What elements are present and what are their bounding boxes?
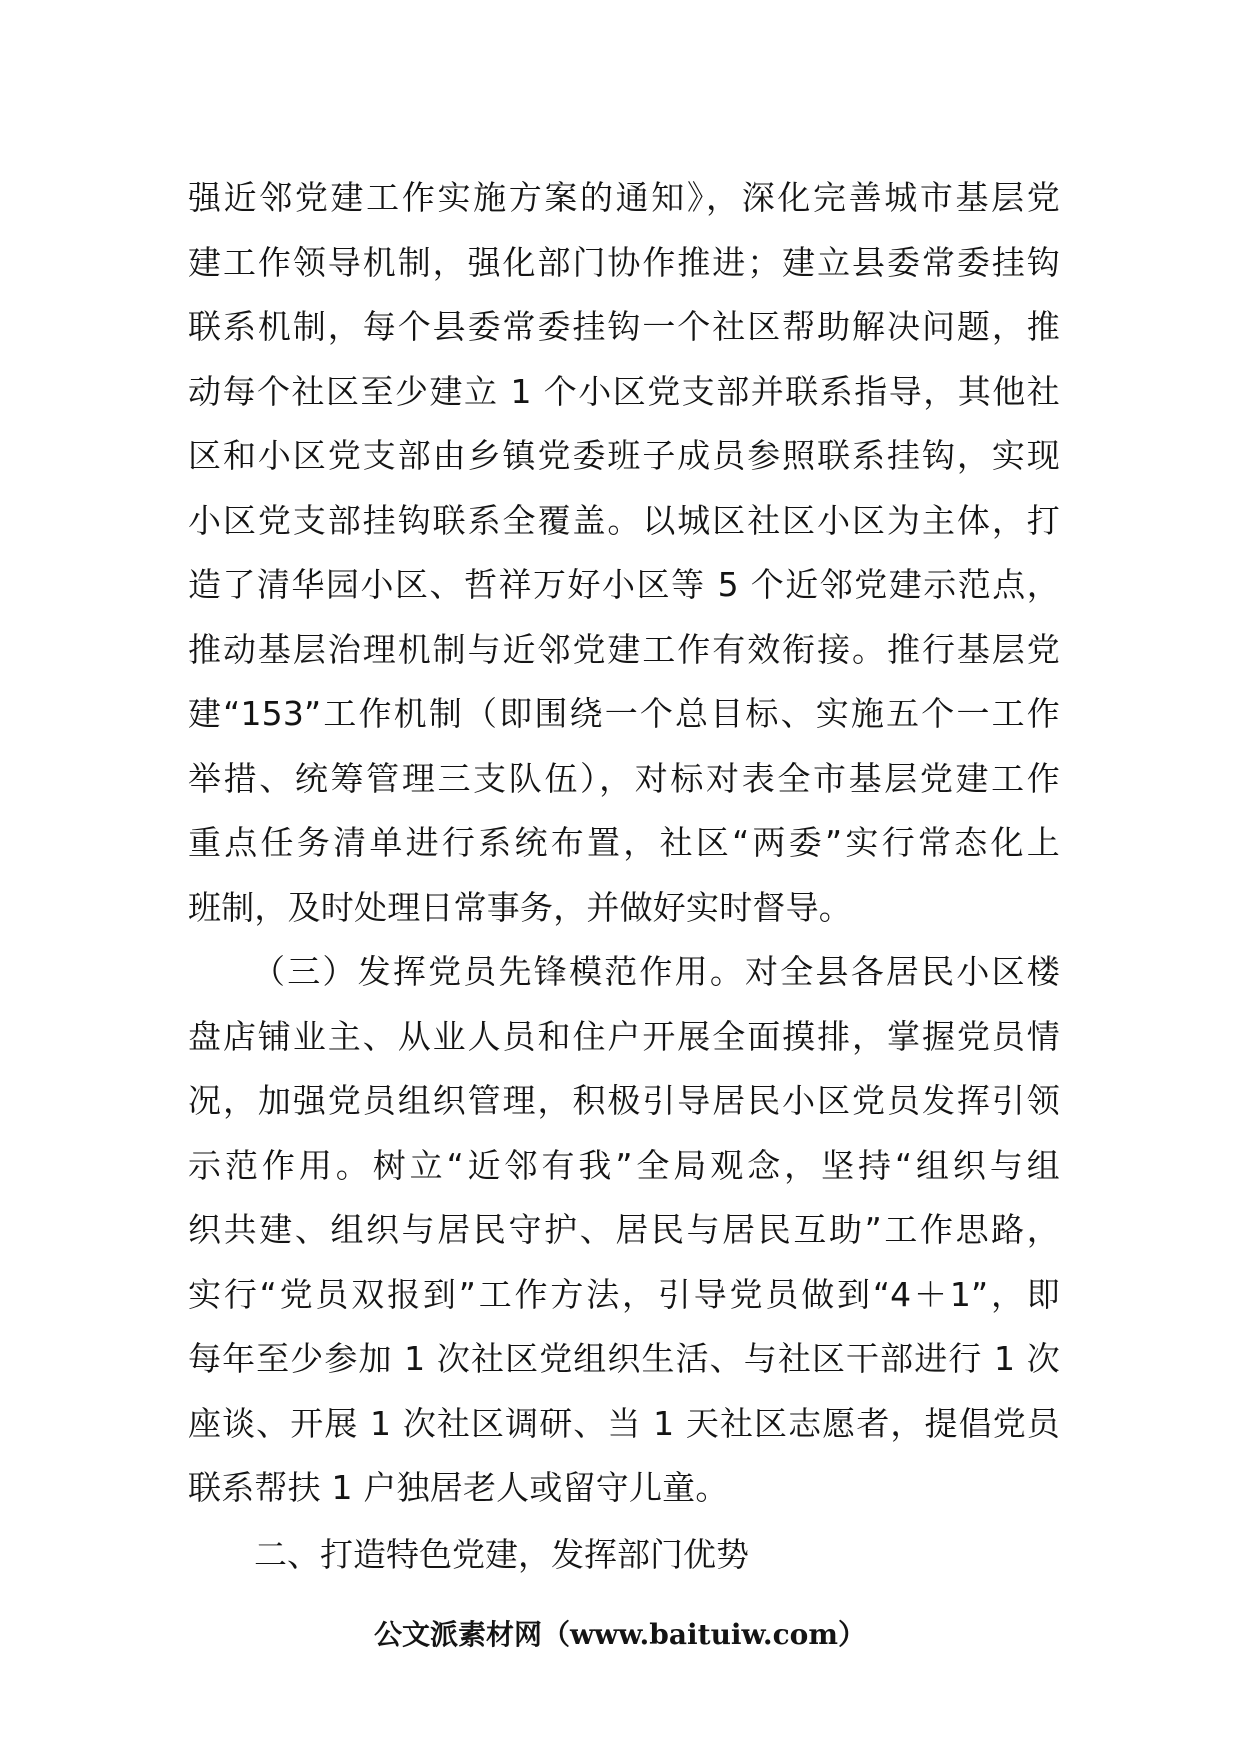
footer-source: 公文派素材网（www.baituiw.com） [374, 1618, 866, 1651]
text-line: 建“153”工作机制（即围绕一个总目标、实施五个一工作 [188, 694, 1060, 733]
text-line: 联系帮扶 1 户独居老人或留守儿童。 [188, 1468, 729, 1507]
text-line: 况，加强党员组织管理，积极引导居民小区党员发挥引领 [188, 1081, 1060, 1120]
text-line: 座谈、开展 1 次社区调研、当 1 天社区志愿者，提倡党员 [188, 1403, 1060, 1443]
text-line: 每年至少参加 1 次社区党组织生活、与社区干部进行 1 次 [188, 1339, 1060, 1378]
text-line: 动每个社区至少建立 1 个小区党支部并联系指导，其他社 [188, 371, 1060, 411]
text-line: 区和小区党支部由乡镇党委班子成员参照联系挂钩，实现 [188, 436, 1060, 475]
text-line: 造了清华园小区、哲祥万好小区等 5 个近邻党建示范点， [188, 565, 1060, 604]
text-line: 小区党支部挂钩联系全覆盖。以城区社区小区为主体，打 [188, 500, 1060, 540]
text-line: 建工作领导机制，强化部门协作推进；建立县委常委挂钩 [188, 242, 1060, 282]
text-line: 实行“党员双报到”工作方法，引导党员做到“4＋1”，即 [188, 1274, 1060, 1314]
body-text [188, 166, 1060, 1521]
text-line: 示范作用。树立“近邻有我”全局观念，坚持“组织与组 [188, 1145, 1060, 1185]
text-line: 班制，及时处理日常事务，并做好实时督导。 [188, 887, 852, 927]
text-line: 强近邻党建工作实施方案的通知》，深化完善城市基层党 [188, 178, 1060, 217]
text-line: 重点任务清单进行系统布置，社区“两委”实行常态化上 [188, 823, 1060, 862]
text-line: 盘店铺业主、从业人员和住户开展全面摸排，掌握党员情 [188, 1016, 1060, 1056]
text-line: 织共建、组织与居民守护、居民与居民互助”工作思路， [188, 1210, 1060, 1249]
text-line: 推动基层治理机制与近邻党建工作有效衔接。推行基层党 [188, 629, 1060, 669]
section-heading: 二、打造特色党建，发挥部门优势 [254, 1535, 749, 1574]
text-line: 举措、统筹管理三支队伍），对标对表全市基层党建工作 [188, 758, 1060, 798]
text-line: 联系机制，每个县委常委挂钩一个社区帮助解决问题，推 [188, 307, 1060, 346]
paragraph-start-line: （三）发挥党员先锋模范作用。对全县各居民小区楼 [252, 952, 1060, 991]
